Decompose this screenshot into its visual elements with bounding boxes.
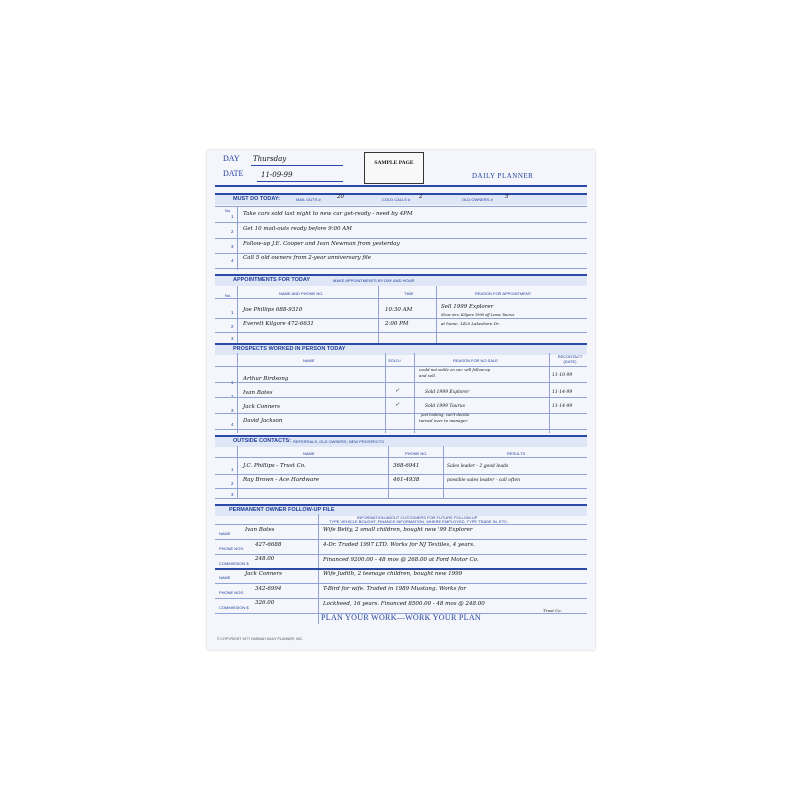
prospect-name: Arthur Birdsong [243, 376, 289, 382]
planner-sheet [207, 150, 595, 650]
must-do-no: 2 [231, 229, 234, 234]
appointments-col-time: TIME [404, 291, 414, 296]
sample-page-badge: SAMPLE PAGE [364, 152, 424, 184]
prospects-col-reason: REASON FOR NO SALE [453, 358, 498, 363]
outside-no: 2 [231, 481, 234, 486]
prospect-reason-top: could not settle on car. will follow-up [419, 367, 491, 372]
outside-col-results: RESULTS [507, 451, 526, 456]
prospect-reason: Sold 1999 Explorer [425, 390, 470, 395]
prospect-sold-check: ✓ [395, 388, 400, 394]
outside-phone: 368-6941 [393, 463, 420, 469]
cold-calls-label: COLD CALLS # [382, 197, 411, 202]
date-label: DATE [223, 169, 244, 178]
owner-line: Wife Betty, 2 small children, bought new '99 Explorer [323, 527, 473, 533]
prospect-name: Ivan Bates [243, 390, 273, 396]
cold-calls-value: 2 [419, 194, 423, 200]
owner-name: Ivan Bates [245, 527, 275, 533]
planner-title: DAILY PLANNER [472, 172, 534, 180]
owner-commission: 326.00 [255, 600, 275, 606]
must-do-item: Take cars sold last night to new car get-ready - need by 4PM [243, 211, 413, 217]
header-rule [215, 185, 587, 187]
date-value: 11-09-99 [261, 171, 293, 179]
prospect-recontact-date: 11-10-99 [552, 373, 573, 378]
appointment-time: 10:30 AM [385, 307, 413, 313]
old-owners-label: OLD OWNERS # [462, 197, 493, 202]
owner-phone-label: PHONE NOS. [219, 590, 245, 595]
owner-commission: 248.00 [255, 556, 275, 562]
owner-phone-label: PHONE NOS. [219, 546, 245, 551]
appointment-time: 2:00 PM [385, 321, 409, 327]
owner-name-label: NAME [219, 531, 231, 536]
prospect-no: 3 [231, 408, 234, 413]
prospect-name: Jack Conners [243, 404, 280, 410]
must-do-no-label: No. [225, 208, 232, 213]
appointments-col-reason: REASON FOR APPOINTMENT [475, 291, 532, 296]
appointments-subtitle: MAKE APPOINTMENTS BY DAY AND HOUR [333, 278, 415, 283]
appointment-no: 1 [231, 310, 234, 315]
must-do-item: Follow-up J.E. Cooper and Ivan Newman from yesterday [243, 241, 400, 247]
outside-no: 1 [231, 467, 234, 472]
owner-line: Financed 9200.00 - 48 mos @ 268.00 at Ford Motor Co. [323, 557, 479, 563]
mail-outs-label: MAIL OUTS # [296, 197, 321, 202]
prospects-col-recontact: RECONTACT (DATE) [557, 354, 583, 364]
prospect-reason: and sell. [419, 373, 437, 378]
prospect-name: David Jackson [243, 418, 283, 424]
appointments-title: APPOINTMENTS FOR TODAY [233, 277, 311, 283]
appointment-reason: at home. 1420 Lakeshore Dr. [441, 321, 500, 326]
outside-result: possible sales leader - call often [447, 478, 521, 483]
appointment-name: Joe Phillips 688-9310 [243, 307, 303, 313]
owner-line: T-Bird for wife. Traded in 1989 Mustang. Works for [323, 586, 467, 592]
must-do-no: 3 [231, 244, 234, 249]
owner-name: Jack Conners [245, 571, 282, 577]
prospects-col-name: NAME [303, 358, 315, 363]
owner-file-info-line1: INFORMATION ABOUT CUSTOMERS FOR FUTURE FOLLOW-UP [357, 515, 478, 520]
owner-file-info-line2: TYPE VEHICLE BOUGHT, FINANCE INFORMATION, WHERE EMPLOYED, TYPE TRADE IN, ETC. [329, 519, 509, 524]
prospect-reason: turned over to manager [419, 418, 468, 423]
appointment-no: 3 [231, 336, 234, 341]
appointment-note: Show mrs. Kilgore 1998 off Lease Taurus [441, 313, 515, 317]
appointment-reason: Sell 1999 Explorer [441, 304, 494, 310]
outside-name: J.C. Phillips - Trust Co. [243, 463, 306, 469]
day-underline [251, 165, 343, 166]
day-value: Thursday [253, 155, 287, 163]
appointment-no: 2 [231, 324, 234, 329]
prospect-reason-top: just looking, can't decide. [421, 412, 471, 417]
owner-line: Trust Co. [543, 608, 562, 613]
prospect-sold-check: ✓ [395, 402, 400, 408]
outside-col-name: NAME [303, 451, 315, 456]
outside-name: Ray Brown - Ace Hardware [243, 477, 320, 483]
outside-no: 3 [231, 492, 234, 497]
outside-title: OUTSIDE CONTACTS: [233, 438, 291, 444]
prospect-recontact-date: 11-14-99 [552, 390, 573, 395]
must-do-no: 1 [231, 214, 234, 219]
must-do-item: Call 5 old owners from 2-year anniversary file [243, 255, 372, 261]
outside-subtitle: REFERRALS, OLD OWNERS, NEW PROSPECTS [293, 439, 384, 444]
owner-line: Lockheed, 16 years. Financed 8500.00 - 48 mos @ 248.00 [323, 601, 485, 607]
must-do-no: 4 [231, 258, 234, 263]
prospects-title: PROSPECTS WORKED IN PERSON TODAY [233, 346, 346, 352]
appointments-col-name: NAME AND PHONE NO. [279, 291, 324, 296]
footer-copyright: © COPYRIGHT 1977 HANNAH DAILY PLANNER, INC. [217, 637, 304, 641]
prospects-col-sold: SOLD✓ [388, 358, 403, 363]
day-label: DAY [223, 154, 240, 163]
owner-commission-label: COMMISSION $ [219, 561, 249, 566]
owner-file-title: PERMANENT OWNER FOLLOW-UP FILE [229, 507, 335, 513]
owner-phone: 427-6688 [255, 542, 282, 548]
owner-name-label: NAME [219, 575, 231, 580]
appointment-name: Everett Kilgore 472-6631 [243, 321, 314, 327]
footer-motto: PLAN YOUR WORK—WORK YOUR PLAN [321, 613, 481, 622]
prospect-no: 4 [231, 422, 234, 427]
owner-line: 4-Dr. Traded 1997 LTD. Works for NJ Textiles, 4 years. [323, 542, 475, 548]
must-do-item: Get 10 mail-outs ready before 9:00 AM [243, 226, 352, 232]
outside-phone: 461-4938 [393, 477, 420, 483]
owner-commission-label: COMMISSION $ [219, 605, 249, 610]
prospect-no: 2 [231, 394, 234, 399]
mail-outs-value: 20 [337, 194, 344, 200]
prospect-reason: Sold 1999 Taurus [425, 404, 466, 409]
owner-line: Wife Judith, 2 teenage children, bought new 1999 [323, 571, 463, 577]
must-do-title: MUST DO TODAY: [233, 196, 280, 202]
appointments-col-no: No. [225, 293, 232, 298]
prospect-no: 1 [231, 380, 234, 385]
old-owners-value: 5 [505, 194, 509, 200]
prospect-recontact-date: 11-14-99 [552, 404, 573, 409]
outside-col-phone: PHONE NO. [405, 451, 428, 456]
outside-result: Sales leader - 2 good leads [447, 464, 509, 469]
date-underline [257, 181, 343, 182]
owner-phone: 342-6994 [255, 586, 282, 592]
